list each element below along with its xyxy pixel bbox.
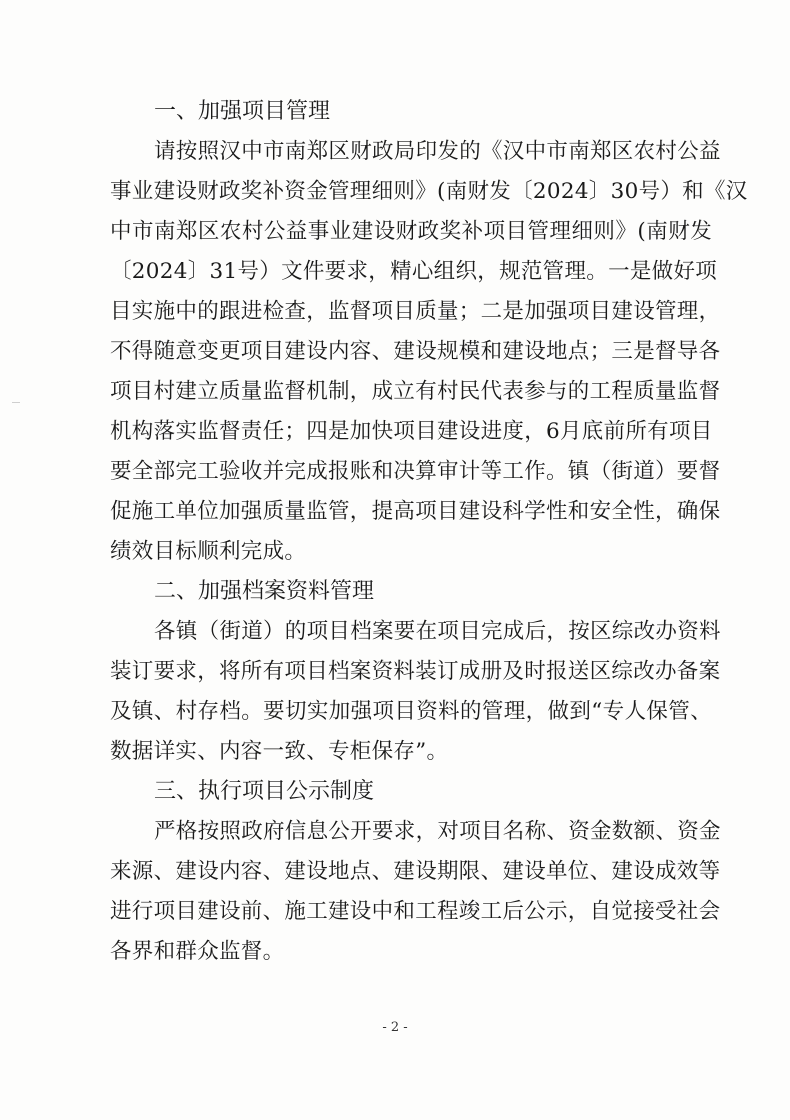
paragraph-line: 要全部完工验收并完成报账和决算审计等工作。镇（街道）要督: [110, 459, 721, 484]
paragraph-line: 项目村建立质量监督机制，成立有村民代表参与的工程质量监督: [110, 379, 721, 404]
paragraph-line: 来源、建设内容、建设地点、建设期限、建设单位、建设成效等: [110, 859, 721, 884]
paragraph-line: 目实施中的跟进检查，监督项目质量；二是加强项目建设管理，: [110, 299, 721, 324]
page-number: - 2 -: [382, 1020, 408, 1035]
paragraph-line: 事业建设财政奖补资金管理细则》(南财发〔2024〕30号）和《汉: [110, 179, 748, 204]
paragraph-line: 绩效目标顺利完成。: [110, 539, 307, 564]
paragraph-line: 机构落实监督责任；四是加快项目建设进度，6月底前所有项目: [110, 419, 713, 444]
paragraph-line: 请按照汉中市南郑区财政局印发的《汉中市南郑区农村公益: [154, 139, 721, 164]
section-heading-1: 一、加强项目管理: [154, 99, 331, 124]
section-heading-2: 二、加强档案资料管理: [154, 579, 375, 604]
paragraph-line: 数据详实、内容一致、专柜保存”。: [110, 739, 449, 764]
paragraph-line: 进行项目建设前、施工建设中和工程竣工后公示，自觉接受社会: [110, 899, 721, 924]
paragraph-line: 不得随意变更项目建设内容、建设规模和建设地点；三是督导各: [110, 339, 721, 364]
document-body: [110, 92, 748, 972]
paragraph-line: 中市南郑区农村公益事业建设财政奖补项目管理细则》(南财发: [110, 219, 712, 244]
section-heading-3: 三、执行项目公示制度: [154, 779, 375, 804]
scan-artifact: [12, 402, 20, 403]
paragraph-line: 各镇（街道）的项目档案要在项目完成后，按区综改办资料: [154, 619, 721, 644]
paragraph-line: 〔2024〕31号）文件要求，精心组织，规范管理。一是做好项: [110, 259, 718, 284]
paragraph-line: 各界和群众监督。: [110, 939, 285, 964]
paragraph-line: 促施工单位加强质量监管，提高项目建设科学性和安全性，确保: [110, 499, 721, 524]
paragraph-line: 装订要求，将所有项目档案资料装订成册及时报送区综改办备案: [110, 659, 721, 684]
paragraph-line: 及镇、村存档。要切实加强项目资料的管理，做到“专人保管、: [110, 699, 712, 724]
paragraph-line: 严格按照政府信息公开要求，对项目名称、资金数额、资金: [154, 819, 721, 844]
